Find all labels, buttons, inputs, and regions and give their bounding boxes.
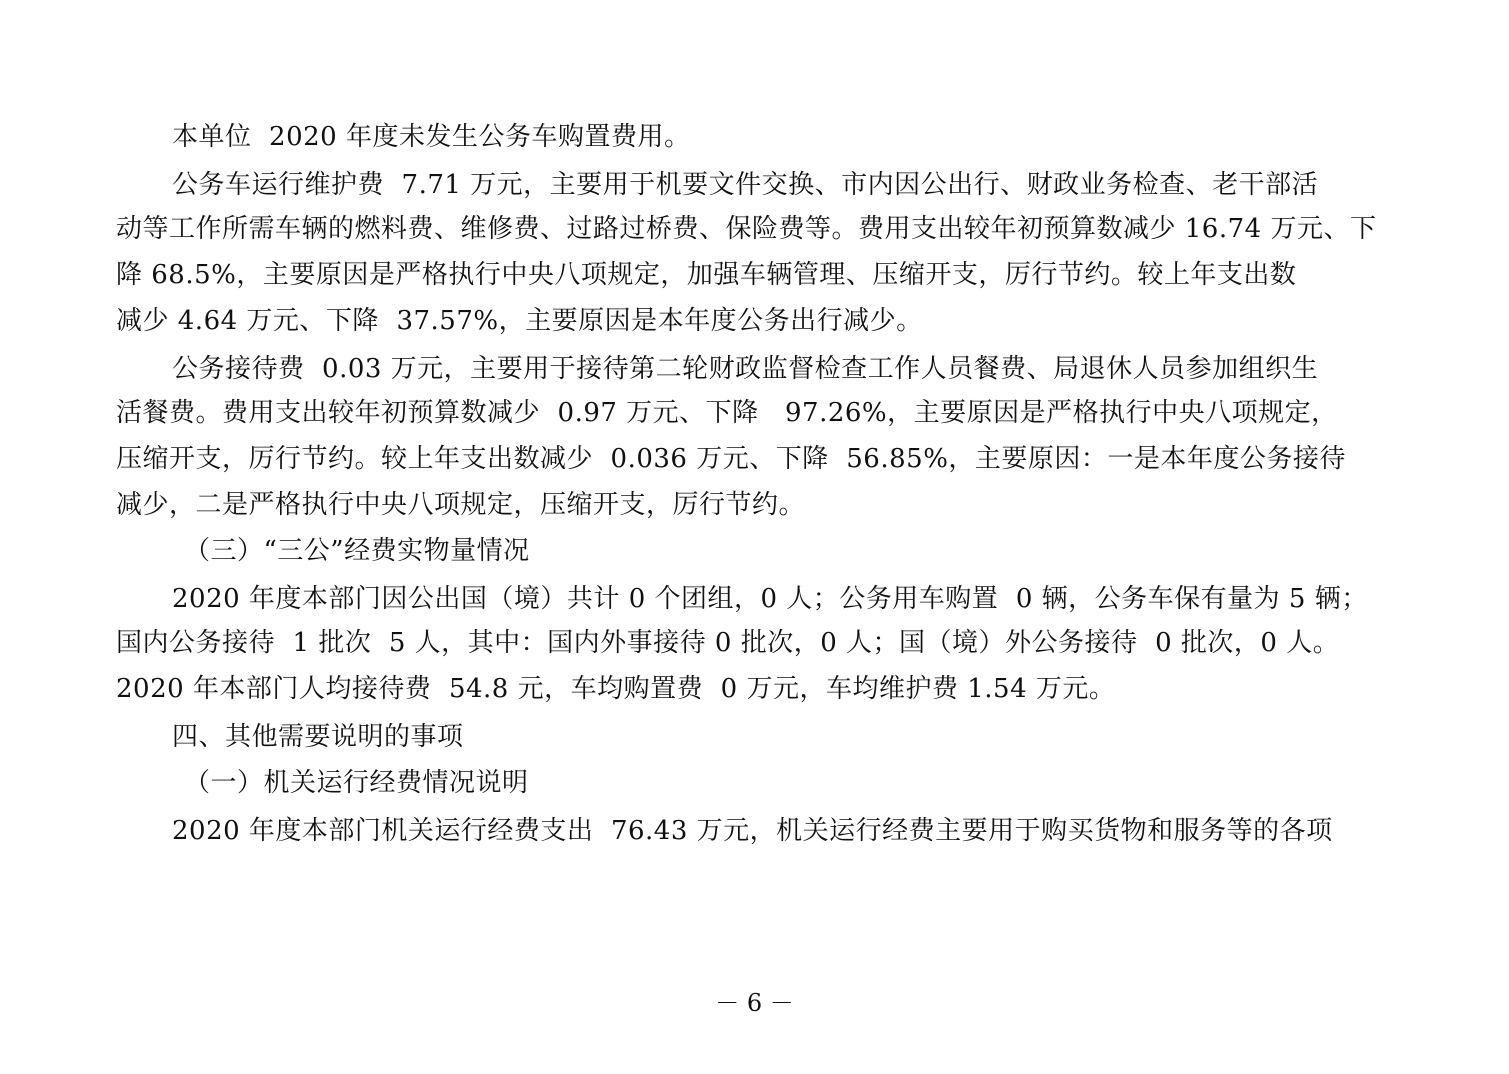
section-heading-three-public-items: （三）“三公”经费实物量情况: [184, 536, 530, 566]
text-line-9: 减少，二是严格执行中央八项规定，压缩开支，厉行节约。: [116, 490, 806, 520]
text-line-11: 2020 年度本部门因公出国（境）共计 0 个团组，0 人；公务用车购置 0 辆，公务车保有量为 5 辆；: [172, 584, 1368, 614]
subsection-heading-operating-expenses: （一）机关运行经费情况说明: [184, 768, 529, 798]
text-line-16: 2020 年度本部门机关运行经费支出 76.43 万元，机关运行经费主要用于购买货物和服务等的各项: [172, 816, 1333, 846]
text-line-8: 压缩开支，厉行节约。较上年支出数减少 0.036 万元、下降 56.85%，主要原因：一是本年度公务接待: [116, 444, 1346, 474]
text-line-4: 降 68.5%，主要原因是严格执行中央八项规定，加强车辆管理、压缩开支，厉行节约。较上年支出数: [116, 260, 1297, 290]
text-line-13: 2020 年本部门人均接待费 54.8 元，车均购置费 0 万元，车均维护费 1.54 万元。: [116, 674, 1116, 704]
section-heading-other-matters: 四、其他需要说明的事项: [172, 722, 464, 752]
text-line-6: 公务接待费 0.03 万元，主要用于接待第二轮财政监督检查工作人员餐费、局退休人员参加组织生: [172, 354, 1319, 384]
text-line-1: 本单位 2020 年度未发生公务车购置费用。: [172, 122, 691, 152]
text-line-2: 公务车运行维护费 7.71 万元，主要用于机要文件交换、市内因公出行、财政业务检查、老干部活: [172, 170, 1319, 200]
text-line-7: 活餐费。费用支出较年初预算数减少 0.97 万元、下降 97.26%，主要原因是严格执行中央八项规定，: [116, 398, 1338, 428]
text-line-3: 动等工作所需车辆的燃料费、维修费、过路过桥费、保险费等。费用支出较年初预算数减少 16.74 万元、下: [116, 214, 1377, 244]
text-line-5: 减少 4.64 万元、下降 37.57%，主要原因是本年度公务出行减少。: [116, 306, 923, 336]
text-line-12: 国内公务接待 1 批次 5 人，其中：国内外事接待 0 批次，0 人；国（境）外公务接待 0 批次，0 人。: [116, 628, 1340, 658]
page-number: － 6 －: [715, 989, 794, 1017]
